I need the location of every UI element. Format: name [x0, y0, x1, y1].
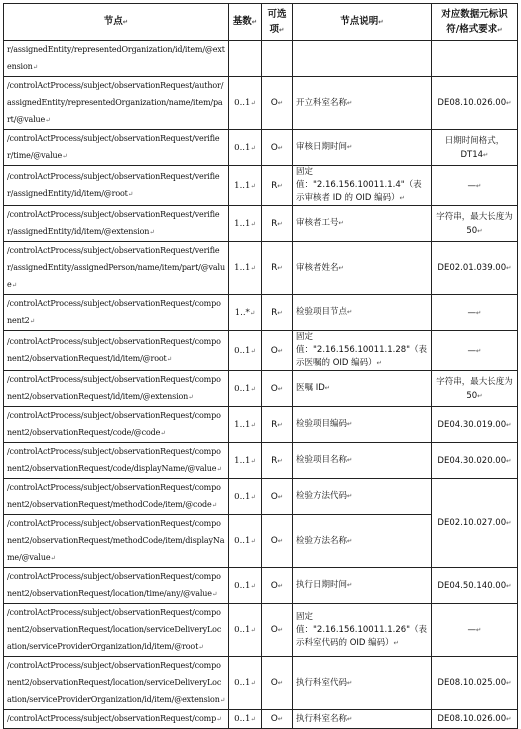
node-path-cell: /controlActProcess/subject/observationRequest/component2/observationRequest/location/time/any/@value↵: [4, 568, 229, 604]
optional-cell: O↵: [262, 130, 293, 166]
node-path-cell: /controlActProcess/subject/observationRequest/author/assignedEntity/representedOrganization/name/item/part/@value↵: [4, 77, 229, 130]
node-path-cell: /controlActProcess/subject/observationRequest/component2/observationRequest/id/item/@extension↵: [4, 371, 229, 407]
description-cell: 执行科室名称↵: [293, 710, 432, 729]
table-row: [4, 77, 518, 130]
cardinality-cell: 0..1↵: [229, 371, 262, 407]
optional-cell: O↵: [262, 331, 293, 371]
table-row: [4, 206, 518, 242]
optional-cell: O↵: [262, 657, 293, 710]
node-path-cell: /controlActProcess/subject/observationRequest/verifier/assignedEntity/assignedPerson/name/item/part/@value↵: [4, 242, 229, 295]
table-row: [4, 371, 518, 407]
description-cell: 检验项目名称↵: [293, 443, 432, 479]
description-cell: 开立科室名称↵: [293, 77, 432, 130]
requirement-cell: DE08.10.025.00↵: [432, 657, 518, 710]
cardinality-cell: 0..1↵: [229, 568, 262, 604]
optional-cell: R↵: [262, 206, 293, 242]
optional-cell: R↵: [262, 242, 293, 295]
header-node: 节点↵: [4, 4, 229, 41]
description-cell: 检验方法名称↵: [293, 515, 432, 568]
cardinality-cell: 0..1↵: [229, 130, 262, 166]
cardinality-cell: 0..1↵: [229, 515, 262, 568]
node-path-cell: /controlActProcess/subject/observationRequest/component2/observationRequest/code/displayName/@value↵: [4, 443, 229, 479]
optional-cell: O↵: [262, 515, 293, 568]
node-path-cell: r/assignedEntity/representedOrganization/id/item/@extension↵: [4, 41, 229, 77]
cardinality-cell: 1..1↵: [229, 166, 262, 206]
description-cell: 审核日期时间↵: [293, 130, 432, 166]
cardinality-cell: 0..1↵: [229, 710, 262, 729]
node-path-cell: /controlActProcess/subject/observationRequest/component2/observationRequest/code/@code↵: [4, 407, 229, 443]
cardinality-cell: 1..*↵: [229, 295, 262, 331]
requirement-cell: [432, 41, 518, 77]
requirement-cell: 字符串，最大长度为 50↵: [432, 371, 518, 407]
table-row: [4, 331, 518, 371]
cardinality-cell: 0..1↵: [229, 479, 262, 515]
optional-cell: R↵: [262, 407, 293, 443]
cardinality-cell: 0..1↵: [229, 77, 262, 130]
node-path-cell: /controlActProcess/subject/observationRequest/component2/observationRequest/id/item/@root↵: [4, 331, 229, 371]
cardinality-cell: 1..1↵: [229, 242, 262, 295]
description-cell: 检验项目编码↵: [293, 407, 432, 443]
node-path-cell: /controlActProcess/subject/observationRequest/verifier/time/@value↵: [4, 130, 229, 166]
optional-cell: [262, 41, 293, 77]
cardinality-cell: 0..1↵: [229, 604, 262, 657]
optional-cell: R↵: [262, 166, 293, 206]
description-cell: 检验项目节点↵: [293, 295, 432, 331]
description-cell: 医嘱 ID↵: [293, 371, 432, 407]
table-row: [4, 604, 518, 657]
node-path-cell: /controlActProcess/subject/observationRequest/component2↵: [4, 295, 229, 331]
description-cell: 固定值："2.16.156.10011.1.4"（表示审核者 ID 的 OID 编码）↵: [293, 166, 432, 206]
requirement-cell: DE04.50.140.00↵: [432, 568, 518, 604]
node-path-cell: /controlActProcess/subject/observationRequest/verifier/assignedEntity/id/item/@root↵: [4, 166, 229, 206]
cardinality-cell: 1..1↵: [229, 206, 262, 242]
table-body: [4, 41, 518, 729]
optional-cell: O↵: [262, 371, 293, 407]
optional-cell: O↵: [262, 710, 293, 729]
requirement-cell: —↵: [432, 604, 518, 657]
requirement-cell: 日期时间格式，DT14↵: [432, 130, 518, 166]
requirement-cell: —↵: [432, 166, 518, 206]
description-cell: 执行科室代码↵: [293, 657, 432, 710]
table-row: [4, 657, 518, 710]
header-cardinality: 基数↵: [229, 4, 262, 41]
description-cell: 检验方法代码↵: [293, 479, 432, 515]
optional-cell: O↵: [262, 479, 293, 515]
node-path-cell: /controlActProcess/subject/observationRequest/component2/observationRequest/location/serviceDeliveryLocation/serviceProviderOrganization/id/item/@root↵: [4, 604, 229, 657]
header-row: [4, 4, 518, 41]
table-row: [4, 41, 518, 77]
cardinality-cell: 0..1↵: [229, 331, 262, 371]
requirement-cell: DE08.10.026.00↵: [432, 77, 518, 130]
table-row: [4, 407, 518, 443]
node-path-cell: /controlActProcess/subject/observationRequest/component2/observationRequest/methodCode/item/@code↵: [4, 479, 229, 515]
description-cell: 固定值："2.16.156.10011.1.28"（表示医嘱的 OID 编码）↵: [293, 331, 432, 371]
node-path-cell: /controlActProcess/subject/observationRequest/component2/observationRequest/methodCode/item/displayName/@value↵: [4, 515, 229, 568]
requirement-cell: 字符串，最大长度为 50↵: [432, 206, 518, 242]
requirement-cell: DE02.01.039.00↵: [432, 242, 518, 295]
node-path-cell: /controlActProcess/subject/observationRequest/verifier/assignedEntity/id/item/@extension↵: [4, 206, 229, 242]
table-row: [4, 130, 518, 166]
header-optional: 可选项↵: [262, 4, 293, 41]
requirement-cell: —↵: [432, 331, 518, 371]
description-cell: 固定值："2.16.156.10011.1.26"（表示科室代码的 OID 编码）↵: [293, 604, 432, 657]
table-row: [4, 479, 518, 515]
optional-cell: O↵: [262, 77, 293, 130]
table-row: [4, 443, 518, 479]
table-row: [4, 166, 518, 206]
table-row: [4, 568, 518, 604]
requirement-cell: DE04.30.019.00↵: [432, 407, 518, 443]
cardinality-cell: [229, 41, 262, 77]
requirement-cell: DE08.10.026.00↵: [432, 710, 518, 729]
optional-cell: O↵: [262, 604, 293, 657]
table-row: [4, 710, 518, 729]
cardinality-cell: 1..1↵: [229, 443, 262, 479]
optional-cell: O↵: [262, 568, 293, 604]
spec-table: [3, 3, 518, 729]
cardinality-cell: 0..1↵: [229, 657, 262, 710]
table-row: [4, 242, 518, 295]
node-path-cell: /controlActProcess/subject/observationRequest/component2/observationRequest/location/serviceDeliveryLocation/serviceProviderOrganization/id/item/@extension↵: [4, 657, 229, 710]
header-requirement: 对应数据元标识符/格式要求↵: [432, 4, 518, 41]
description-cell: [293, 41, 432, 77]
requirement-cell: DE04.30.020.00↵: [432, 443, 518, 479]
optional-cell: R↵: [262, 443, 293, 479]
cardinality-cell: 1..1↵: [229, 407, 262, 443]
requirement-cell: DE02.10.027.00↵: [432, 479, 518, 568]
description-cell: 审核者姓名↵: [293, 242, 432, 295]
header-description: 节点说明↵: [293, 4, 432, 41]
description-cell: 审核者工号↵: [293, 206, 432, 242]
requirement-cell: —↵: [432, 295, 518, 331]
table-row: [4, 295, 518, 331]
optional-cell: R↵: [262, 295, 293, 331]
description-cell: 执行日期时间↵: [293, 568, 432, 604]
node-path-cell: /controlActProcess/subject/observationRequest/comp↵: [4, 710, 229, 729]
